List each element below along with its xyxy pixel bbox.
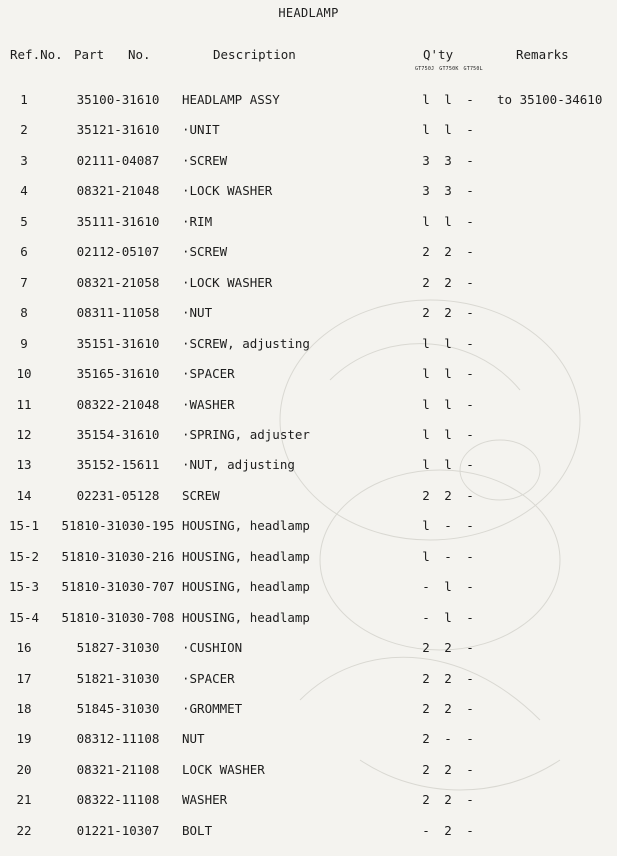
qty-model-2: l <box>444 366 452 382</box>
table-row <box>0 153 617 173</box>
description: ·UNIT <box>182 122 220 138</box>
qty-model-3: - <box>466 366 474 382</box>
table-row <box>0 457 617 477</box>
qty-model-2: - <box>444 548 452 564</box>
qty-model-2: 3 <box>444 152 452 168</box>
part-number: 08321-21108 <box>76 761 160 777</box>
qty-model-2: - <box>444 731 452 747</box>
qty-model-3: - <box>466 335 474 351</box>
table-row <box>0 610 617 630</box>
table-row <box>0 397 617 417</box>
ref-number: 2 <box>20 122 28 138</box>
qty-model-1: 2 <box>422 792 430 808</box>
description: ·CUSHION <box>182 640 243 656</box>
ref-number: 19 <box>16 731 32 747</box>
description: ·LOCK WASHER <box>182 274 273 290</box>
qty-model-1: 2 <box>422 274 430 290</box>
qty-model-2: l <box>444 457 452 473</box>
ref-number: 14 <box>16 487 32 503</box>
page-title: HEADLAMP <box>278 6 339 20</box>
ref-number: 3 <box>20 152 28 168</box>
qty-model-2: - <box>444 518 452 534</box>
description: HOUSING, headlamp <box>182 579 310 595</box>
part-number: 51810-31030-708 <box>61 609 175 625</box>
ref-number: 10 <box>16 366 32 382</box>
ref-number: 15-3 <box>8 579 40 595</box>
part-number: 08322-21048 <box>76 396 160 412</box>
qty-model-1: 2 <box>422 731 430 747</box>
qty-model-3: - <box>466 579 474 595</box>
header-description: Description <box>213 47 296 62</box>
description: BOLT <box>182 822 213 838</box>
qty-model-1: l <box>422 548 430 564</box>
table-row <box>0 92 617 112</box>
qty-model-3: - <box>466 274 474 290</box>
qty-model-3: - <box>466 396 474 412</box>
qty-model-1: l <box>422 518 430 534</box>
description: ·SPRING, adjuster <box>182 426 310 442</box>
description: ·LOCK WASHER <box>182 183 273 199</box>
header-part: Part <box>74 47 105 62</box>
qty-model-1: l <box>422 366 430 382</box>
part-number: 35152-15611 <box>76 457 160 473</box>
qty-model-2: 2 <box>444 792 452 808</box>
qty-model-1: 2 <box>422 761 430 777</box>
qty-model-2: 2 <box>444 822 452 838</box>
description: ·GROMMET <box>182 701 243 716</box>
model-codes <box>415 66 488 72</box>
description: ·NUT, adjusting <box>182 457 295 473</box>
qty-model-2: 2 <box>444 761 452 777</box>
description: ·SCREW, adjusting <box>182 335 310 351</box>
table-row <box>0 366 617 386</box>
table-row <box>0 731 617 751</box>
qty-model-3: - <box>466 152 474 168</box>
part-number: 35121-31610 <box>76 122 160 138</box>
part-number: 02111-04087 <box>76 152 160 168</box>
ref-number: 13 <box>16 457 32 473</box>
description: WASHER <box>182 792 228 808</box>
header-qty: Q'ty <box>423 47 454 62</box>
part-number: 51810-31030-195 <box>61 518 175 534</box>
part-number: 35165-31610 <box>76 366 160 382</box>
qty-model-2: 2 <box>444 701 452 716</box>
part-number: 51810-31030-216 <box>61 548 175 564</box>
qty-model-2: l <box>444 609 452 625</box>
ref-number: 16 <box>16 640 32 656</box>
part-number: 08321-21058 <box>76 274 160 290</box>
qty-model-2: l <box>444 92 452 107</box>
qty-model-1: 2 <box>422 640 430 656</box>
part-number: 08311-11058 <box>76 305 160 321</box>
part-number: 51827-31030 <box>76 640 160 656</box>
description: SCREW <box>182 487 220 503</box>
ref-number: 8 <box>20 305 28 321</box>
table-row <box>0 762 617 782</box>
qty-model-3: - <box>466 548 474 564</box>
header-remarks: Remarks <box>516 47 569 62</box>
table-row <box>0 792 617 812</box>
table-row <box>0 701 617 721</box>
qty-model-1: l <box>422 122 430 138</box>
part-number: 02112-05107 <box>76 244 160 260</box>
table-row <box>0 183 617 203</box>
table-row <box>0 488 617 508</box>
ref-number: 22 <box>16 822 32 838</box>
description: HOUSING, headlamp <box>182 548 310 564</box>
qty-model-2: 2 <box>444 487 452 503</box>
qty-model-2: l <box>444 396 452 412</box>
table-row <box>0 579 617 599</box>
qty-model-2: l <box>444 426 452 442</box>
qty-model-1: 2 <box>422 244 430 260</box>
qty-model-3: - <box>466 487 474 503</box>
part-number: 51845-31030 <box>76 701 160 716</box>
qty-model-1: - <box>422 609 430 625</box>
qty-model-1: l <box>422 457 430 473</box>
qty-model-3: - <box>466 122 474 138</box>
part-number: 08321-21048 <box>76 183 160 199</box>
ref-number: 15-2 <box>8 548 40 564</box>
qty-model-2: l <box>444 122 452 138</box>
qty-model-3: - <box>466 213 474 229</box>
qty-model-2: l <box>444 579 452 595</box>
description: ·WASHER <box>182 396 235 412</box>
ref-number: 21 <box>16 792 32 808</box>
qty-model-2: l <box>444 213 452 229</box>
ref-number: 4 <box>20 183 28 199</box>
qty-model-2: 2 <box>444 640 452 656</box>
qty-model-3: - <box>466 792 474 808</box>
part-number: 01221-10307 <box>76 822 160 838</box>
ref-number: 15-1 <box>8 518 40 534</box>
qty-model-1: l <box>422 396 430 412</box>
table-row <box>0 122 617 142</box>
part-number: 08322-11108 <box>76 792 160 808</box>
qty-model-1: 2 <box>422 305 430 321</box>
qty-model-3: - <box>466 183 474 199</box>
ref-number: 1 <box>20 92 28 107</box>
description: ·SPACER <box>182 366 235 382</box>
description: ·SPACER <box>182 670 235 686</box>
part-number: 35111-31610 <box>76 213 160 229</box>
table-row <box>0 549 617 569</box>
qty-model-1: - <box>422 579 430 595</box>
part-number: 51810-31030-707 <box>61 579 175 595</box>
ref-number: 18 <box>16 701 32 716</box>
qty-model-1: - <box>422 822 430 838</box>
qty-model-1: l <box>422 92 430 107</box>
description: NUT <box>182 731 205 747</box>
qty-model-1: 2 <box>422 487 430 503</box>
table-row <box>0 244 617 264</box>
qty-model-1: l <box>422 426 430 442</box>
description: HOUSING, headlamp <box>182 518 310 534</box>
table-row <box>0 427 617 447</box>
ref-number: 7 <box>20 274 28 290</box>
model-code: GT750L <box>463 66 483 72</box>
ref-number: 12 <box>16 426 32 442</box>
qty-model-3: - <box>466 305 474 321</box>
qty-model-3: - <box>466 457 474 473</box>
model-code: GT750K <box>439 66 459 72</box>
description: ·NUT <box>182 305 213 321</box>
remarks: to 35100-34610 <box>497 92 603 107</box>
header-ref-no: Ref.No. <box>10 47 63 62</box>
part-number: 35151-31610 <box>76 335 160 351</box>
description: ·SCREW <box>182 244 228 260</box>
qty-model-1: 2 <box>422 670 430 686</box>
qty-model-3: - <box>466 92 474 107</box>
qty-model-3: - <box>466 426 474 442</box>
table-row <box>0 336 617 356</box>
qty-model-1: l <box>422 335 430 351</box>
ref-number: 9 <box>20 335 28 351</box>
qty-model-3: - <box>466 822 474 838</box>
qty-model-1: l <box>422 213 430 229</box>
qty-model-2: 2 <box>444 305 452 321</box>
table-row <box>0 305 617 325</box>
qty-model-3: - <box>466 640 474 656</box>
table-row <box>0 214 617 234</box>
qty-model-3: - <box>466 670 474 686</box>
part-number: 51821-31030 <box>76 670 160 686</box>
qty-model-2: 2 <box>444 244 452 260</box>
qty-model-2: 2 <box>444 670 452 686</box>
qty-model-3: - <box>466 609 474 625</box>
table-row <box>0 275 617 295</box>
qty-model-2: l <box>444 335 452 351</box>
table-row <box>0 640 617 660</box>
header-no: No. <box>128 47 151 62</box>
description: HEADLAMP ASSY <box>182 92 280 107</box>
description: ·RIM <box>182 213 213 229</box>
ref-number: 11 <box>16 396 32 412</box>
qty-model-1: 2 <box>422 701 430 716</box>
qty-model-3: - <box>466 761 474 777</box>
ref-number: 5 <box>20 213 28 229</box>
qty-model-3: - <box>466 731 474 747</box>
qty-model-3: - <box>466 244 474 260</box>
table-row <box>0 671 617 691</box>
ref-number: 15-4 <box>8 609 40 625</box>
part-number: 08312-11108 <box>76 731 160 747</box>
part-number: 35154-31610 <box>76 426 160 442</box>
qty-model-3: - <box>466 701 474 716</box>
ref-number: 17 <box>16 670 32 686</box>
description: LOCK WASHER <box>182 761 265 777</box>
table-row <box>0 518 617 538</box>
qty-model-2: 2 <box>444 274 452 290</box>
ref-number: 20 <box>16 761 32 777</box>
qty-model-2: 3 <box>444 183 452 199</box>
qty-model-3: - <box>466 518 474 534</box>
qty-model-1: 3 <box>422 152 430 168</box>
qty-model-1: 3 <box>422 183 430 199</box>
part-number: 02231-05128 <box>76 487 160 503</box>
model-code: GT750J <box>415 66 435 72</box>
part-number: 35100-31610 <box>76 92 160 107</box>
ref-number: 6 <box>20 244 28 260</box>
table-row <box>0 823 617 843</box>
description: HOUSING, headlamp <box>182 609 310 625</box>
description: ·SCREW <box>182 152 228 168</box>
